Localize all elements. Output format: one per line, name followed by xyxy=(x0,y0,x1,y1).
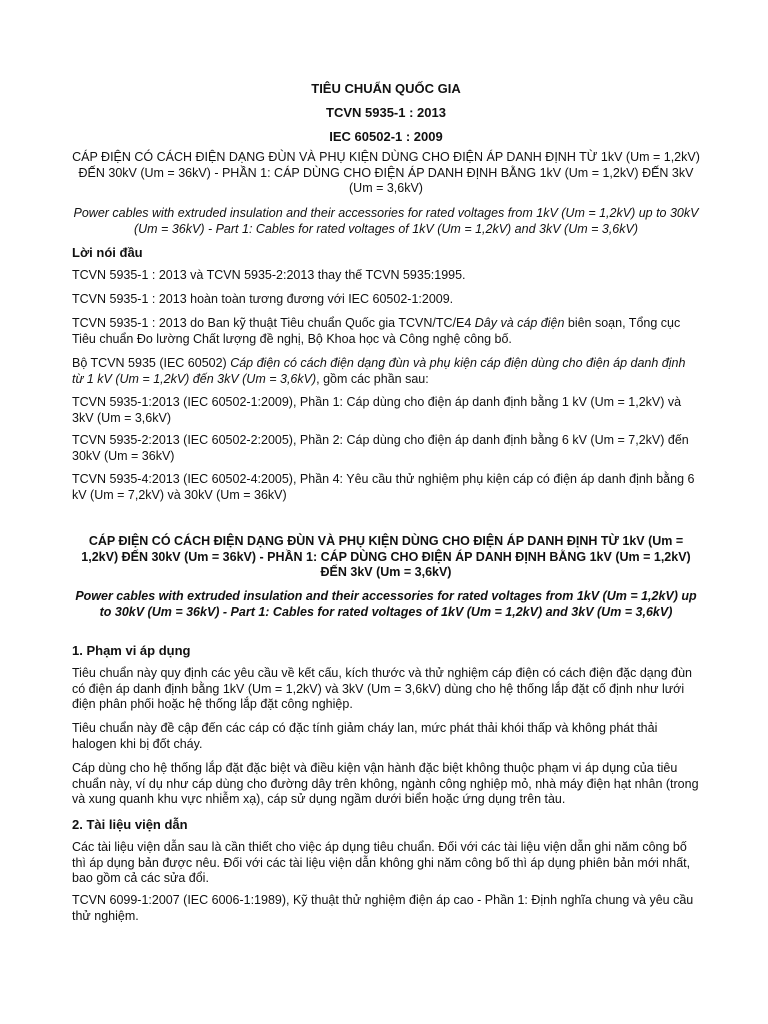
foreword-p5: TCVN 5935-1:2013 (IEC 60502-1:2009), Phần 1: Cáp dùng cho điện áp danh định bằng 1 kV (Um = 1,2kV) và 3kV (Um = 3,6kV) xyxy=(72,395,682,425)
section-2-p2: TCVN 6099-1:2007 (IEC 6006-1:1989), Kỹ thuật thử nghiệm điện áp cao - Phần 1: Định nghĩa chung và yêu cầu thử nghiệm. xyxy=(72,893,694,923)
iec-code: IEC 60502-1 : 2009 xyxy=(329,129,443,144)
standard-title: TIÊU CHUẨN QUỐC GIA xyxy=(311,81,461,96)
section-1-p2: Tiêu chuẩn này đề cập đến các cáp có đặc tính giảm cháy lan, mức phát thải khói thấp và không phát thải halogen khi bị đốt cháy. xyxy=(72,721,658,751)
foreword-p4-b: , gồm các phần sau: xyxy=(316,371,429,386)
foreword-heading: Lời nói đầu xyxy=(72,245,143,260)
foreword-p1: TCVN 5935-1 : 2013 và TCVN 5935-2:2013 thay thế TCVN 5935:1995. xyxy=(72,268,466,282)
foreword-p4 xyxy=(72,356,700,387)
foreword-p7: TCVN 5935-4:2013 (IEC 60502-4:2005), Phần 4: Yêu cầu thử nghiệm phụ kiện cáp có điện áp danh định bằng 6 kV (Um = 7,2kV) và 30kV (Um = 36kV) xyxy=(72,472,695,502)
foreword-p3 xyxy=(72,316,700,347)
foreword-p3-a: TCVN 5935-1 : 2013 do Ban kỹ thuật Tiêu chuẩn Quốc gia TCVN/TC/E4 xyxy=(72,316,475,330)
section-2-heading: 2. Tài liệu viện dẫn xyxy=(72,817,188,832)
body-en-title: Power cables with extruded insulation and their accessories for rated voltages from 1kV (Um = 1,2kV) up to 30kV (Um = 36kV) - Part 1: Cables for rated voltages of 1kV (Um = 1,2kV) and 3kV (Um = 3,6kV) xyxy=(75,589,697,619)
foreword-p3-b: biên soạn, Tổng cục Tiêu chuẩn Đo lường Chất lượng đề nghị, Bộ Khoa học và Công nghệ công bố. xyxy=(72,316,681,346)
foreword-p4-a: Bộ TCVN 5935 (IEC 60502) xyxy=(72,356,231,370)
section-2-p1: Các tài liệu viện dẫn sau là cần thiết cho việc áp dụng tiêu chuẩn. Đối với các tài liệu viện dẫn ghi năm công bố thì áp dụng bản được nêu. Đối với các tài liệu viện dẫn không ghi năm công bố thì áp dụng phiên bản mới nhất, bao gồm cả các sửa đổi. xyxy=(72,840,691,885)
foreword-p4-italic: Cáp điện có cách điện dạng đùn và phụ kiện cáp điện dùng cho điện áp danh định từ 1 kV (Um = 1,2kV) đến 3kV (Um = 3,6kV) xyxy=(72,356,686,386)
body-vi-title: CÁP ĐIỆN CÓ CÁCH ĐIỆN DẠNG ĐÙN VÀ PHỤ KIỆN DÙNG CHO ĐIỆN ÁP DANH ĐỊNH TỪ 1kV (Um = 1,2kV) ĐẾN 30kV (Um = 36kV) - PHẦN 1: CÁP DÙNG CHO ĐIỆN ÁP DANH ĐỊNH BẰNG 1kV (Um = 1,2kV) ĐẾN 3kV (Um = 3,6kV) xyxy=(81,534,691,579)
en-title: Power cables with extruded insulation and their accessories for rated voltages from 1kV (Um = 1,2kV) up to 30kV (Um = 36kV) - Part 1: Cables for rated voltages of 1kV (Um = 1,2kV) and 3kV (Um = 3,6kV) xyxy=(73,206,699,236)
section-1-heading: 1. Phạm vi áp dụng xyxy=(72,643,191,658)
tcvn-code: TCVN 5935-1 : 2013 xyxy=(326,105,446,120)
foreword-p3-italic: Dây và cáp điện xyxy=(474,316,565,330)
foreword-p2: TCVN 5935-1 : 2013 hoàn toàn tương đương với IEC 60502-1:2009. xyxy=(72,292,454,306)
vi-title: CÁP ĐIỆN CÓ CÁCH ĐIỆN DẠNG ĐÙN VÀ PHỤ KIỆN DÙNG CHO ĐIỆN ÁP DANH ĐỊNH TỪ 1kV (Um = 1,2kV) ĐẾN 30kV (Um = 36kV) - PHẦN 1: CÁP DÙNG CHO ĐIỆN ÁP DANH ĐỊNH BẰNG 1kV (Um = 1,2kV) ĐẾN 3kV (Um = 3,6kV) xyxy=(72,150,700,195)
section-1-p3: Cáp dùng cho hệ thống lắp đặt đặc biệt và điều kiện vận hành đặc biệt không thuộc phạm vi áp dụng của tiêu chuẩn này, ví dụ như cáp dùng cho đường dây trên không, ngành công nghiệp mỏ, nhà máy điện hạt nhân (trong và xung quanh khu vực nhiễm xạ), cáp sử dụng ngầm dưới biển hoặc ứng dụng trên tàu. xyxy=(72,761,699,806)
section-1-p1: Tiêu chuẩn này quy định các yêu cầu về kết cấu, kích thước và thử nghiệm cáp điện có cách điện đặc dạng đùn có điện áp danh định bằng 1kV (Um = 1,2kV) và 3kV (Um = 3,6kV) dùng cho hệ thống lắp đặt cố định như lưới điện phân phối hoặc hệ thống lắp đặt công nghiệp. xyxy=(72,666,692,711)
foreword-p6: TCVN 5935-2:2013 (IEC 60502-2:2005), Phần 2: Cáp dùng cho điện áp danh định bằng 6 kV (Um = 7,2kV) đến 30kV (Um = 36kV) xyxy=(72,433,689,463)
